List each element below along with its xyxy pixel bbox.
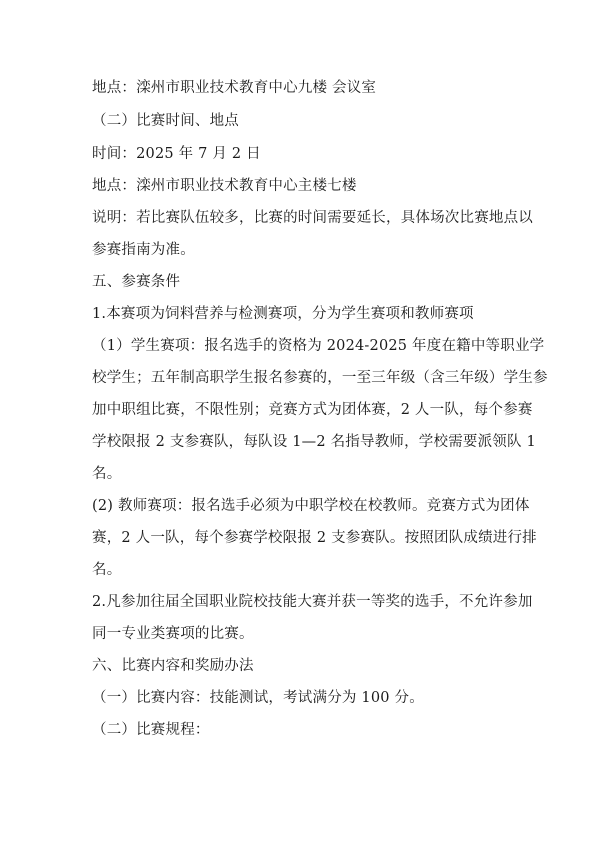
venue-line-2: 地点：滦州市职业技术教育中心主楼七楼: [92, 178, 357, 194]
teacher-track-line-3: 名。: [92, 562, 122, 578]
teacher-track-line-2: 赛，2 人一队，每个参赛学校限报 2 支参赛队。按照团队成绩进行排: [92, 530, 537, 546]
teacher-track-line-1: (2) 教师赛项：报名选手必须为中职学校在校教师。竞赛方式为团体: [92, 498, 530, 514]
item-1-line: 1.本赛项为饲料营养与检测赛项，分为学生赛项和教师赛项: [92, 306, 474, 322]
note-line-2: 参赛指南为准。: [92, 242, 195, 258]
venue-line-1: 地点：滦州市职业技术教育中心九楼 会议室: [92, 80, 377, 96]
section-heading-time-venue: （二）比赛时间、地点: [92, 113, 239, 129]
time-line: 时间：2025 年 7 月 2 日: [92, 146, 261, 162]
student-track-line-4: 学校限报 2 支参赛队，每队设 1—2 名指导教师，学校需要派领队 1: [92, 434, 536, 450]
section-heading-content-awards: 六、比赛内容和奖励办法: [92, 658, 254, 674]
note-line-1: 说明：若比赛队伍较多，比赛的时间需要延长，具体场次比赛地点以: [92, 210, 533, 226]
student-track-line-1: （1）学生赛项：报名选手的资格为 2024-2025 年度在籍中等职业学: [92, 338, 545, 354]
student-track-line-2: 校学生；五年制高职学生报名参赛的，一至三年级（含三年级）学生参: [92, 370, 548, 386]
rules-heading: （二）比赛规程：: [92, 722, 210, 738]
content-line: （一）比赛内容：技能测试，考试满分为 100 分。: [92, 690, 424, 706]
item-2-line-2: 同一专业类赛项的比赛。: [92, 626, 254, 642]
student-track-line-5: 名。: [92, 466, 122, 482]
item-2-line-1: 2.凡参加往届全国职业院校技能大赛并获一等奖的选手，不允许参加: [92, 594, 533, 610]
section-heading-conditions: 五、参赛条件: [92, 274, 181, 290]
student-track-line-3: 加中职组比赛，不限性别；竞赛方式为团体赛，2 人一队，每个参赛: [92, 402, 533, 418]
